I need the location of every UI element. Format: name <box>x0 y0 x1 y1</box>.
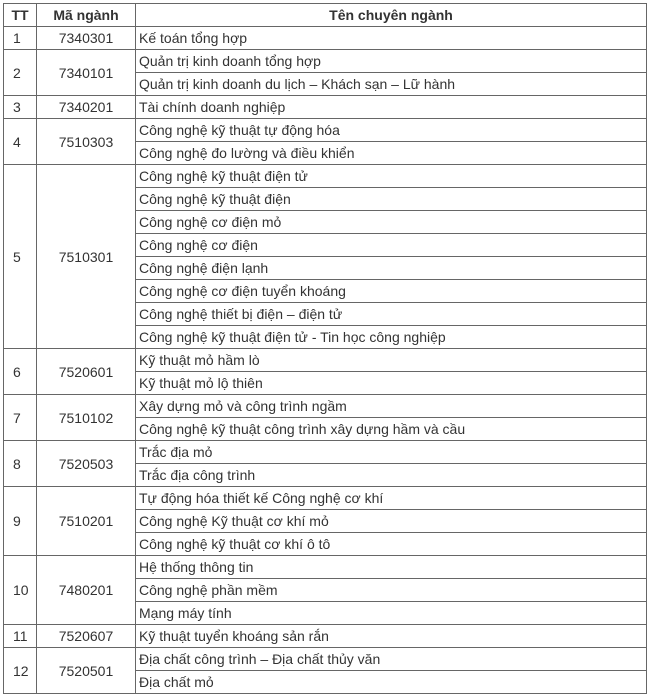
specialization-name: Công nghệ đo lường và điều khiển <box>136 142 647 165</box>
table-row <box>4 648 647 671</box>
specialization-name: Công nghệ phần mềm <box>136 579 647 602</box>
specialization-name: Công nghệ thiết bị điện – điện tử <box>136 303 647 326</box>
header-row <box>4 4 647 27</box>
header-ten-chuyen-nganh: Tên chuyên ngành <box>136 4 647 27</box>
major-code: 7510201 <box>37 487 136 556</box>
row-number: 10 <box>4 556 37 625</box>
table-row <box>4 349 647 372</box>
specialization-name: Công nghệ cơ điện mỏ <box>136 211 647 234</box>
specialization-name: Kế toán tổng hợp <box>136 27 647 50</box>
major-code: 7340201 <box>37 96 136 119</box>
table-row <box>4 27 647 50</box>
specialization-name: Công nghệ kỹ thuật công trình xây dựng hầm và cầu <box>136 418 647 441</box>
specialization-name: Công nghệ cơ điện <box>136 234 647 257</box>
table-row <box>4 50 647 73</box>
specialization-name: Kỹ thuật tuyển khoáng sản rắn <box>136 625 647 648</box>
major-code: 7520501 <box>37 648 136 694</box>
major-code: 7510102 <box>37 395 136 441</box>
table-row <box>4 165 647 188</box>
table-row <box>4 487 647 510</box>
specialization-name: Tài chính doanh nghiệp <box>136 96 647 119</box>
specialization-name: Mạng máy tính <box>136 602 647 625</box>
table-row <box>4 556 647 579</box>
row-number: 12 <box>4 648 37 694</box>
row-number: 3 <box>4 96 37 119</box>
specialization-name: Quản trị kinh doanh du lịch – Khách sạn – Lữ hành <box>136 73 647 96</box>
major-code: 7520601 <box>37 349 136 395</box>
row-number: 1 <box>4 27 37 50</box>
specialization-name: Công nghệ cơ điện tuyển khoáng <box>136 280 647 303</box>
major-code: 7340301 <box>37 27 136 50</box>
specialization-name: Quản trị kinh doanh tổng hợp <box>136 50 647 73</box>
header-tt: TT <box>4 4 37 27</box>
row-number: 5 <box>4 165 37 349</box>
row-number: 2 <box>4 50 37 96</box>
major-code: 7520503 <box>37 441 136 487</box>
specialization-name: Địa chất mỏ <box>136 671 647 694</box>
specialization-name: Công nghệ kỹ thuật cơ khí ô tô <box>136 533 647 556</box>
row-number: 7 <box>4 395 37 441</box>
major-code: 7340101 <box>37 50 136 96</box>
table-row <box>4 96 647 119</box>
row-number: 6 <box>4 349 37 395</box>
major-code: 7510301 <box>37 165 136 349</box>
specialization-name: Công nghệ kỹ thuật điện <box>136 188 647 211</box>
specialization-name: Kỹ thuật mỏ hầm lò <box>136 349 647 372</box>
specialization-name: Công nghệ kỹ thuật tự động hóa <box>136 119 647 142</box>
row-number: 11 <box>4 625 37 648</box>
specialization-name: Trắc địa công trình <box>136 464 647 487</box>
specialization-name: Kỹ thuật mỏ lộ thiên <box>136 372 647 395</box>
specialization-name: Tự động hóa thiết kế Công nghệ cơ khí <box>136 487 647 510</box>
specialization-name: Hệ thống thông tin <box>136 556 647 579</box>
specialization-name: Công nghệ kỹ thuật điện tử - Tin học công nghiệp <box>136 326 647 349</box>
specialization-name: Công nghệ kỹ thuật điện tử <box>136 165 647 188</box>
table-body <box>4 27 647 694</box>
row-number: 8 <box>4 441 37 487</box>
specialization-name: Địa chất công trình – Địa chất thủy văn <box>136 648 647 671</box>
table-row <box>4 441 647 464</box>
specialization-name: Xây dựng mỏ và công trình ngầm <box>136 395 647 418</box>
row-number: 4 <box>4 119 37 165</box>
major-code: 7510303 <box>37 119 136 165</box>
majors-table <box>3 3 647 694</box>
specialization-name: Trắc địa mỏ <box>136 441 647 464</box>
major-code: 7480201 <box>37 556 136 625</box>
specialization-name: Công nghệ điện lạnh <box>136 257 647 280</box>
major-code: 7520607 <box>37 625 136 648</box>
header-ma-nganh: Mã ngành <box>37 4 136 27</box>
table-row <box>4 625 647 648</box>
table-row <box>4 119 647 142</box>
table-row <box>4 395 647 418</box>
specialization-name: Công nghệ Kỹ thuật cơ khí mỏ <box>136 510 647 533</box>
row-number: 9 <box>4 487 37 556</box>
